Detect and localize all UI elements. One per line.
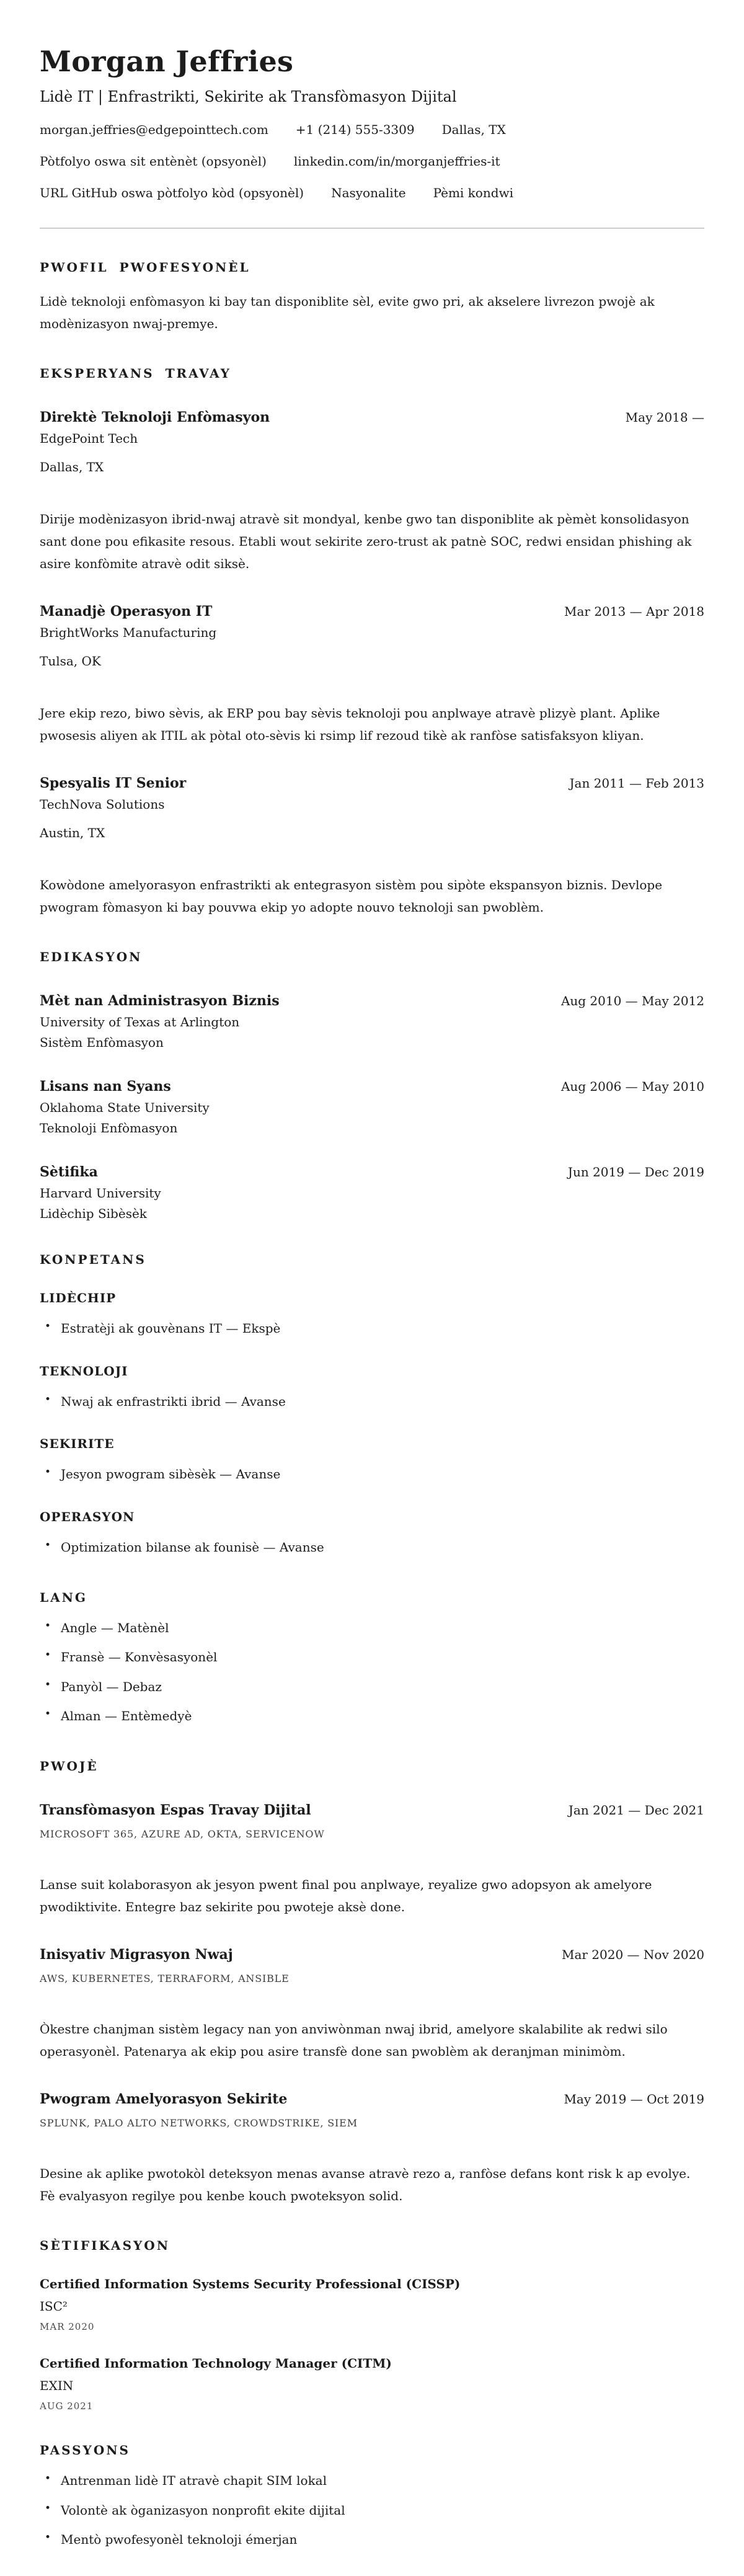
language-item (40, 1646, 704, 1669)
passion-list (40, 2470, 704, 2551)
job-header (40, 603, 704, 620)
skill-group-name: TEKNOLOJI (40, 1363, 128, 1379)
education-header (40, 1078, 704, 1095)
education-entry (40, 1078, 704, 1135)
project-entry (40, 2091, 704, 2207)
project-title: Transfòmasyon Espas Travay Dijital (40, 1801, 311, 1818)
contact-portfolio: Pòtfolyo oswa sit entènèt (opsyonèl) (40, 154, 267, 169)
skill-list (40, 1318, 704, 1340)
project-stack: SPLUNK, PALO ALTO NETWORKS, CROWDSTRIKE, SIEM (40, 2116, 358, 2129)
job-header (40, 409, 704, 425)
language-label: Panyòl — Debaz (61, 1679, 162, 1694)
skill-group (40, 1436, 704, 1486)
contact-github: URL GitHub oswa pòtfolyo kòd (opsyonèl) (40, 185, 304, 200)
section-heading-skills: KONPETANS (40, 1252, 146, 1268)
header-divider (40, 228, 704, 229)
section-profile (40, 260, 704, 335)
bullet-icon: • (45, 1649, 51, 1662)
skill-item (40, 1537, 704, 1559)
certification-name: Certified Information Technology Manager (CITM) (40, 2355, 392, 2371)
resume-header (40, 45, 704, 229)
skill-group-name: LIDÈCHIP (40, 1290, 117, 1306)
project-description: Lanse suit kolaborasyon ak jesyon pwent final pou anplwaye, reyalize gwo adopsyon ak amelyore pwodiktivite. Entegre baz sekirite pou pwoteje aksè done. (40, 1876, 652, 1914)
skill-item (40, 1391, 704, 1413)
language-label: Alman — Entèmedyè (61, 1708, 192, 1724)
education-degree: Sètifika (40, 1164, 98, 1181)
job-location: Austin, TX (40, 825, 105, 841)
bullet-icon: • (45, 1466, 51, 1479)
job-entry (40, 409, 704, 575)
job-header (40, 775, 704, 791)
job-dates: Jan 2011 — Feb 2013 (569, 776, 704, 791)
project-dates: Jan 2021 — Dec 2021 (568, 1802, 704, 1818)
job-dates: May 2018 — (625, 410, 704, 425)
skill-group-name: OPERASYON (40, 1509, 135, 1524)
job-location: Tulsa, OK (40, 654, 101, 669)
person-title: Lidè IT | Enfrastrikti, Sekirite ak Transfòmasyon Dijital (40, 88, 457, 105)
project-stack: MICROSOFT 365, AZURE AD, OKTA, SERVICENOW (40, 1828, 325, 1840)
language-item (40, 1676, 704, 1699)
education-field: Teknoloji Enfòmasyon (40, 1121, 178, 1136)
section-heading-passions: PASSYONS (40, 2442, 130, 2458)
job-entry (40, 603, 704, 747)
passion-label: Antrenman lidè IT atravè chapit SIM lokal (61, 2472, 327, 2488)
job-description: Jere ekip rezo, biwo sèvis, ak ERP pou bay sèvis teknoloji pou anplwaye atravè plizyè plant. Aplike pwosesis aliyen ak ITIL ak pòtal oto-sèvis ki rsimp lif rezoud tikè ak ranfòse satisfaksyon kliyan. (40, 706, 660, 744)
job-company: TechNova Solutions (40, 797, 165, 812)
contact-row-1 (40, 122, 704, 137)
education-school: Harvard University (40, 1186, 161, 1201)
certification-entry (40, 2276, 704, 2332)
bullet-icon: • (45, 1619, 51, 1632)
project-dates: May 2019 — Oct 2019 (564, 2091, 704, 2107)
bullet-icon: • (45, 1678, 51, 1691)
contact-location: Dallas, TX (441, 122, 506, 137)
section-languages (40, 1590, 704, 1728)
education-school: Oklahoma State University (40, 1100, 210, 1116)
bullet-icon: • (45, 1539, 51, 1552)
skill-label: Jesyon pwogram sibèsèk — Avanse (61, 1467, 281, 1482)
project-title: Pwogram Amelyorasyon Sekirite (40, 2090, 288, 2107)
bullet-icon: • (45, 1320, 51, 1333)
skill-item (40, 1318, 704, 1340)
job-title: Direktè Teknoloji Enfòmasyon (40, 409, 270, 426)
section-heading-certifications: SÈTIFIKASYON (40, 2237, 170, 2253)
job-title: Spesyalis IT Senior (40, 775, 187, 792)
job-company: EdgePoint Tech (40, 431, 138, 446)
section-experience (40, 366, 704, 918)
section-skills (40, 1252, 704, 1558)
education-entry (40, 1164, 704, 1221)
project-header (40, 2091, 704, 2107)
section-education (40, 949, 704, 1221)
section-heading-education: EDIKASYON (40, 949, 143, 965)
skill-group (40, 1509, 704, 1559)
passion-item (40, 2500, 704, 2522)
job-company: BrightWorks Manufacturing (40, 625, 217, 641)
section-projects (40, 1759, 704, 2207)
section-heading-profile: PWOFIL PWOFESYONÈL (40, 260, 250, 275)
contact-driving-license: Pèmi kondwi (433, 185, 514, 200)
project-entry (40, 1802, 704, 1918)
education-field: Sistèm Enfòmasyon (40, 1035, 164, 1050)
job-description: Kowòdone amelyorasyon enfrastrikti ak entegrasyon sistèm pou sipòte ekspansyon biznis. Devlope pwogram fòmasyon ki bay pouvwa ekip yo adopte nouvo teknoloji san pwoblèm. (40, 877, 663, 915)
contact-nationality: Nasyonalite (331, 185, 406, 200)
job-dates: Mar 2013 — Apr 2018 (564, 604, 704, 620)
language-list (40, 1617, 704, 1728)
section-passions (40, 2443, 704, 2551)
project-dates: Mar 2020 — Nov 2020 (561, 1947, 704, 1962)
section-heading-experience: EKSPERYANS TRAVAY (40, 366, 231, 381)
certification-issuer: ISC² (40, 2298, 68, 2314)
language-label: Fransè — Konvèsasyonèl (61, 1650, 218, 1665)
language-item (40, 1617, 704, 1640)
education-dates: Aug 2006 — May 2010 (560, 1079, 704, 1095)
certification-date: MAR 2020 (40, 2321, 95, 2332)
contact-linkedin: linkedin.com/in/morganjeffries-it (293, 154, 500, 169)
bullet-icon: • (45, 1708, 51, 1721)
bullet-icon: • (45, 2502, 51, 2515)
language-item (40, 1705, 704, 1728)
skill-item (40, 1463, 704, 1486)
education-entry (40, 993, 704, 1050)
project-description: Desine ak aplike pwotokòl deteksyon menas avanse atravè rezo a, ranfòse defans kont risk k ap evolye. Fè evalyasyon regilye pou kenbe kouch pwoteksyon solid. (40, 2165, 691, 2203)
skill-list (40, 1391, 704, 1413)
contact-email: morgan.jeffries@edgepointtech.com (40, 122, 268, 137)
section-certifications (40, 2238, 704, 2412)
education-school: University of Texas at Arlington (40, 1015, 240, 1030)
job-description: Dirije modènizasyon ibrid-nwaj atravè sit mondyal, kenbe gwo tan disponiblite ak pèmèt konsolidasyon sant done pou efikasite resous. Etabli wout sekirite zero-trust ak patnè SOC, redwi ensidan phishing ak asire konfòmite atravè odit siksè. (40, 512, 692, 572)
project-header (40, 1802, 704, 1818)
skill-group (40, 1290, 704, 1340)
education-dates: Aug 2010 — May 2012 (560, 993, 704, 1009)
bullet-icon: • (45, 2472, 51, 2485)
job-title: Manadjè Operasyon IT (40, 603, 213, 620)
contact-phone: +1 (214) 555-3309 (295, 122, 415, 137)
skill-list (40, 1537, 704, 1559)
language-label: Angle — Matènèl (61, 1620, 169, 1635)
education-header (40, 1164, 704, 1180)
certification-name: Certified Information Systems Security Professional (CISSP) (40, 2276, 461, 2291)
education-dates: Jun 2019 — Dec 2019 (567, 1165, 704, 1180)
section-heading-projects: PWOJÈ (40, 1758, 99, 1774)
project-header (40, 1947, 704, 1963)
skill-group-name: SEKIRITE (40, 1436, 115, 1452)
job-location: Dallas, TX (40, 460, 104, 475)
passion-item (40, 2529, 704, 2551)
skill-group (40, 1364, 704, 1413)
skill-label: Nwaj ak enfrastrikti ibrid — Avanse (61, 1393, 286, 1409)
job-entry (40, 775, 704, 918)
bullet-icon: • (45, 1393, 51, 1406)
contact-row-3 (40, 185, 704, 200)
certification-date: AUG 2021 (40, 2400, 94, 2412)
passion-item (40, 2470, 704, 2492)
certification-entry (40, 2356, 704, 2412)
section-heading-languages: LANG (40, 1589, 87, 1605)
skill-label: Estratèji ak gouvènans IT — Ekspè (61, 1321, 281, 1336)
education-degree: Lisans nan Syans (40, 1078, 171, 1095)
skill-list (40, 1463, 704, 1486)
passion-label: Mentò pwofesyonèl teknoloji émerjan (61, 2532, 298, 2547)
project-entry (40, 1947, 704, 2063)
contact-row-2 (40, 154, 704, 169)
certification-issuer: EXIN (40, 2378, 74, 2393)
bullet-icon: • (45, 2531, 51, 2544)
education-header (40, 993, 704, 1009)
person-name: Morgan Jeffries (40, 45, 294, 78)
education-degree: Mèt nan Administrasyon Biznis (40, 993, 280, 1010)
project-title: Inisyativ Migrasyon Nwaj (40, 1946, 233, 1963)
profile-text: Lidè teknoloji enfòmasyon ki bay tan disponiblite sèl, evite gwo pri, ak akselere livrezon pwojè ak modènizasyon nwaj-premye. (40, 294, 655, 331)
project-stack: AWS, KUBERNETES, TERRAFORM, ANSIBLE (40, 1972, 290, 1984)
education-field: Lidèchip Sibèsèk (40, 1206, 147, 1222)
project-description: Òkestre chanjman sistèm legacy nan yon anviwònman nwaj ibrid, amelyore skalabilite ak redwi silo operasyonèl. Patenarya ak ekip pou asire transfè done san pwoblèm ak deranjman minimòm. (40, 2021, 668, 2059)
passion-label: Volontè ak òganizasyon nonprofit ekite dijital (61, 2502, 345, 2518)
skill-label: Optimization bilanse ak founisè — Avanse (61, 1539, 324, 1555)
